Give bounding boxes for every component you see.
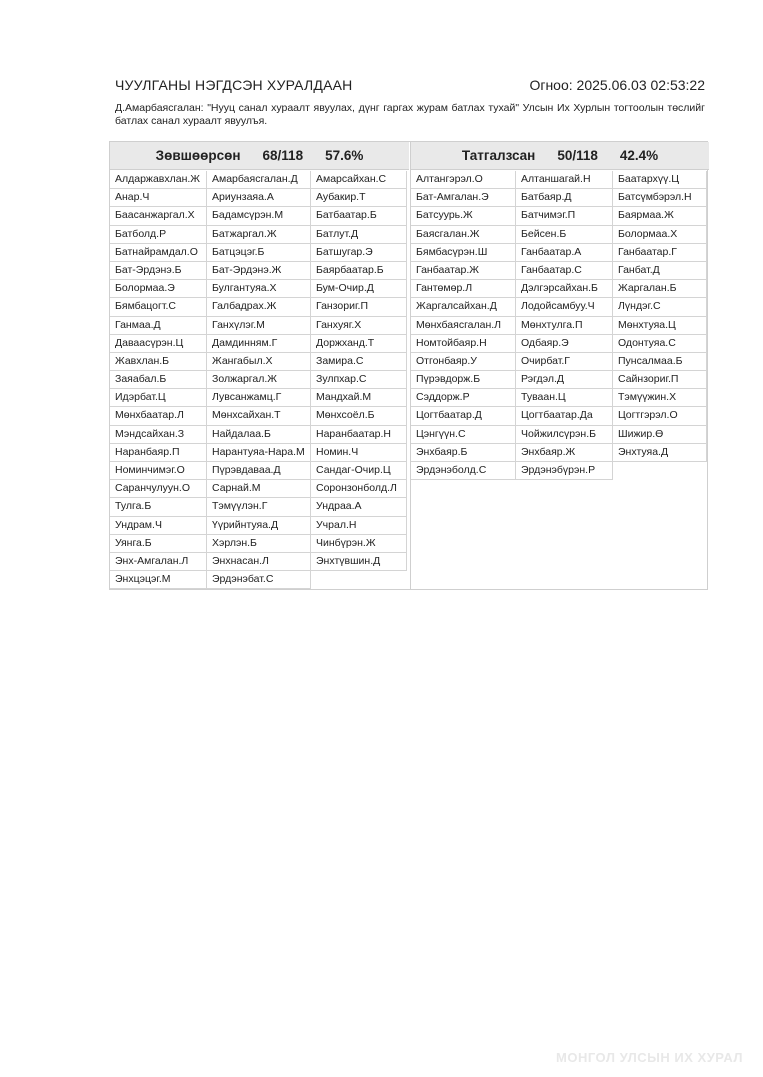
reject-label: Татгалзсан	[461, 148, 536, 163]
reject-name-cell: Шижир.Ө	[613, 426, 707, 444]
reject-header	[411, 142, 709, 170]
approve-name-cell: Идэрбат.Ц	[110, 389, 207, 407]
approve-name-cell: Батбаатар.Б	[311, 207, 407, 225]
reject-percent: 42.4%	[619, 148, 659, 163]
approve-name-cell: Номин.Ч	[311, 444, 407, 462]
approve-name-cell: Алдаржавхлан.Ж	[110, 171, 207, 189]
approve-name-cell: Батжаргал.Ж	[207, 226, 311, 244]
reject-name-cell: Мөнхтулга.П	[516, 317, 613, 335]
reject-name-cell: Сайнзориг.П	[613, 371, 707, 389]
approve-name-cell: Жангабыл.Х	[207, 353, 311, 371]
reject-name-cell: Очирбат.Г	[516, 353, 613, 371]
vote-description: Д.Амарбаясгалан: "Нууц санал хураалт явуулах, дүнг гаргах журам батлах тухай" Улсын Их Хурлын тогтоолын төслийг батлах санал хураалт явуулъя.	[115, 102, 705, 127]
reject-name-cell: Пүрэвдорж.Б	[411, 371, 516, 389]
reject-name-cell: Гантөмөр.Л	[411, 280, 516, 298]
approve-name-cell: Ундраа.А	[311, 498, 407, 516]
reject-name-cell: Жаргалан.Б	[613, 280, 707, 298]
approve-label: Зөвшөөрсөн	[155, 148, 241, 163]
approve-name-cell: Баярбаатар.Б	[311, 262, 407, 280]
approve-percent: 57.6%	[325, 148, 364, 163]
reject-name-cell: Батбаяр.Д	[516, 189, 613, 207]
reject-name-cell: Ганбаатар.Ж	[411, 262, 516, 280]
reject-name-cell: Батсүмбэрэл.Н	[613, 189, 707, 207]
reject-name-cell: Энхбаяр.Ж	[516, 444, 613, 462]
approve-name-cell: Хэрлэн.Б	[207, 535, 311, 553]
reject-name-cell: Батсуурь.Ж	[411, 207, 516, 225]
approve-name-cell: Пүрэвдаваа.Д	[207, 462, 311, 480]
vote-date: Огноо: 2025.06.03 02:53:22	[529, 77, 705, 93]
reject-name-cell: Тэмүүжин.Х	[613, 389, 707, 407]
approve-name-cell: Даваасүрэн.Ц	[110, 335, 207, 353]
reject-name-cell: Мөнхбаясгалан.Л	[411, 317, 516, 335]
vote-results-table	[109, 141, 708, 590]
approve-name-cell: Чинбүрэн.Ж	[311, 535, 407, 553]
approve-name-cell: Найдалаа.Б	[207, 426, 311, 444]
approve-names-grid	[110, 171, 409, 589]
watermark: МОНГОЛ УЛСЫН ИХ ХУРАЛ	[556, 1050, 743, 1065]
approve-name-cell: Уянга.Б	[110, 535, 207, 553]
approve-name-cell: Дамдинням.Г	[207, 335, 311, 353]
approve-name-cell: Батцэцэг.Б	[207, 244, 311, 262]
reject-name-cell: Рэгдэл.Д	[516, 371, 613, 389]
approve-name-cell: Бадамсүрэн.М	[207, 207, 311, 225]
reject-name-cell: Цэнгүүн.С	[411, 426, 516, 444]
approve-name-cell: Номинчимэг.О	[110, 462, 207, 480]
reject-name-cell: Болормаа.Х	[613, 226, 707, 244]
approve-name-cell: Нарантуяа-Нара.М	[207, 444, 311, 462]
reject-name-cell: Бат-Амгалан.Э	[411, 189, 516, 207]
reject-name-cell: Энхбаяр.Б	[411, 444, 516, 462]
reject-name-cell: Цогтгэрэл.О	[613, 407, 707, 425]
approve-name-cell: Бум-Очир.Д	[311, 280, 407, 298]
approve-name-cell: Доржханд.Т	[311, 335, 407, 353]
reject-name-cell: Баярмаа.Ж	[613, 207, 707, 225]
approve-name-cell: Бат-Эрдэнэ.Б	[110, 262, 207, 280]
reject-name-cell: Ганбаатар.Г	[613, 244, 707, 262]
approve-name-cell: Соронзонболд.Л	[311, 480, 407, 498]
approve-name-cell: Золжаргал.Ж	[207, 371, 311, 389]
reject-name-cell: Отгонбаяр.У	[411, 353, 516, 371]
approve-name-cell: Ундрам.Ч	[110, 517, 207, 535]
approve-name-cell: Мөнхсайхан.Т	[207, 407, 311, 425]
approve-name-cell: Саранчулуун.О	[110, 480, 207, 498]
approve-name-cell: Мөнхбаатар.Л	[110, 407, 207, 425]
approve-name-cell: Үүрийнтуяа.Д	[207, 517, 311, 535]
approve-name-cell: Энхцэцэг.М	[110, 571, 207, 589]
approve-name-cell: Мэндсайхан.З	[110, 426, 207, 444]
approve-name-cell: Тулга.Б	[110, 498, 207, 516]
header	[115, 77, 705, 97]
approve-name-cell: Энхнасан.Л	[207, 553, 311, 571]
approve-name-cell: Зулпхар.С	[311, 371, 407, 389]
approve-name-cell: Наранбаяр.П	[110, 444, 207, 462]
approve-name-cell: Амарсайхан.С	[311, 171, 407, 189]
approve-name-cell: Наранбаатар.Н	[311, 426, 407, 444]
approve-name-cell: Жавхлан.Б	[110, 353, 207, 371]
reject-name-cell: Ганбаатар.С	[516, 262, 613, 280]
reject-name-cell: Батчимэг.П	[516, 207, 613, 225]
reject-name-cell: Дэлгэрсайхан.Б	[516, 280, 613, 298]
approve-name-cell: Галбадрах.Ж	[207, 298, 311, 316]
reject-name-cell: Номтойбаяр.Н	[411, 335, 516, 353]
approve-name-cell: Ганхуяг.Х	[311, 317, 407, 335]
reject-name-cell: Цогтбаатар.Да	[516, 407, 613, 425]
reject-count: 50/118	[557, 148, 598, 163]
reject-name-cell: Туваан.Ц	[516, 389, 613, 407]
approve-name-cell: Ганмаа.Д	[110, 317, 207, 335]
approve-name-cell: Батлут.Д	[311, 226, 407, 244]
reject-name-cell: Чойжилсүрэн.Б	[516, 426, 613, 444]
approve-count: 68/118	[262, 148, 304, 163]
approve-name-cell: Сарнай.М	[207, 480, 311, 498]
approve-name-cell: Мөнхсоёл.Б	[311, 407, 407, 425]
approve-name-cell: Тэмүүлэн.Г	[207, 498, 311, 516]
reject-name-cell: Лодойсамбуу.Ч	[516, 298, 613, 316]
approve-name-cell: Эрдэнэбат.С	[207, 571, 311, 589]
approve-name-cell: Батнайрамдал.О	[110, 244, 207, 262]
approve-name-cell: Бат-Эрдэнэ.Ж	[207, 262, 311, 280]
reject-name-cell: Эрдэнэболд.С	[411, 462, 516, 480]
reject-name-cell: Одонтуяа.С	[613, 335, 707, 353]
approve-name-cell: Энхтүвшин.Д	[311, 553, 407, 571]
approve-name-cell: Батболд.Р	[110, 226, 207, 244]
reject-name-cell: Ганбаатар.А	[516, 244, 613, 262]
reject-name-cell: Ганбат.Д	[613, 262, 707, 280]
reject-name-cell: Мөнхтуяа.Ц	[613, 317, 707, 335]
reject-name-cell: Пунсалмаа.Б	[613, 353, 707, 371]
reject-name-cell: Цогтбаатар.Д	[411, 407, 516, 425]
approve-name-cell: Ариунзаяа.А	[207, 189, 311, 207]
approve-name-cell: Мандхай.М	[311, 389, 407, 407]
approve-name-cell: Сандаг-Очир.Ц	[311, 462, 407, 480]
reject-name-cell: Лүндэг.С	[613, 298, 707, 316]
reject-name-cell: Алтаншагай.Н	[516, 171, 613, 189]
approve-name-cell: Анар.Ч	[110, 189, 207, 207]
reject-names-grid	[411, 171, 709, 480]
reject-name-cell: Баатархүү.Ц	[613, 171, 707, 189]
approve-header	[110, 142, 409, 170]
reject-name-cell: Жаргалсайхан.Д	[411, 298, 516, 316]
approve-panel	[110, 142, 409, 589]
reject-name-cell: Одбаяр.Э	[516, 335, 613, 353]
approve-name-cell: Батшугар.Э	[311, 244, 407, 262]
approve-name-cell: Баасанжаргал.Х	[110, 207, 207, 225]
reject-name-cell: Сэддорж.Р	[411, 389, 516, 407]
approve-name-cell: Заяабал.Б	[110, 371, 207, 389]
approve-name-cell: Лувсанжамц.Г	[207, 389, 311, 407]
approve-name-cell: Булгантуяа.Х	[207, 280, 311, 298]
reject-name-cell: Бейсен.Б	[516, 226, 613, 244]
reject-panel	[410, 142, 709, 589]
approve-name-cell: Ганхүлэг.М	[207, 317, 311, 335]
approve-name-cell: Аубакир.Т	[311, 189, 407, 207]
approve-name-cell: Энх-Амгалан.Л	[110, 553, 207, 571]
approve-name-cell: Ганзориг.П	[311, 298, 407, 316]
approve-name-cell: Замира.С	[311, 353, 407, 371]
reject-name-cell: Бямбасүрэн.Ш	[411, 244, 516, 262]
reject-name-cell: Баясгалан.Ж	[411, 226, 516, 244]
approve-name-cell: Учрал.Н	[311, 517, 407, 535]
page-title: ЧУУЛГАНЫ НЭГДСЭН ХУРАЛДААН	[115, 77, 353, 93]
approve-name-cell: Амарбаясгалан.Д	[207, 171, 311, 189]
approve-name-cell: Бямбацогт.С	[110, 298, 207, 316]
reject-name-cell: Энхтуяа.Д	[613, 444, 707, 462]
reject-name-cell: Алтангэрэл.О	[411, 171, 516, 189]
reject-name-cell: Эрдэнэбүрэн.Р	[516, 462, 613, 480]
approve-name-cell: Болормаа.Э	[110, 280, 207, 298]
